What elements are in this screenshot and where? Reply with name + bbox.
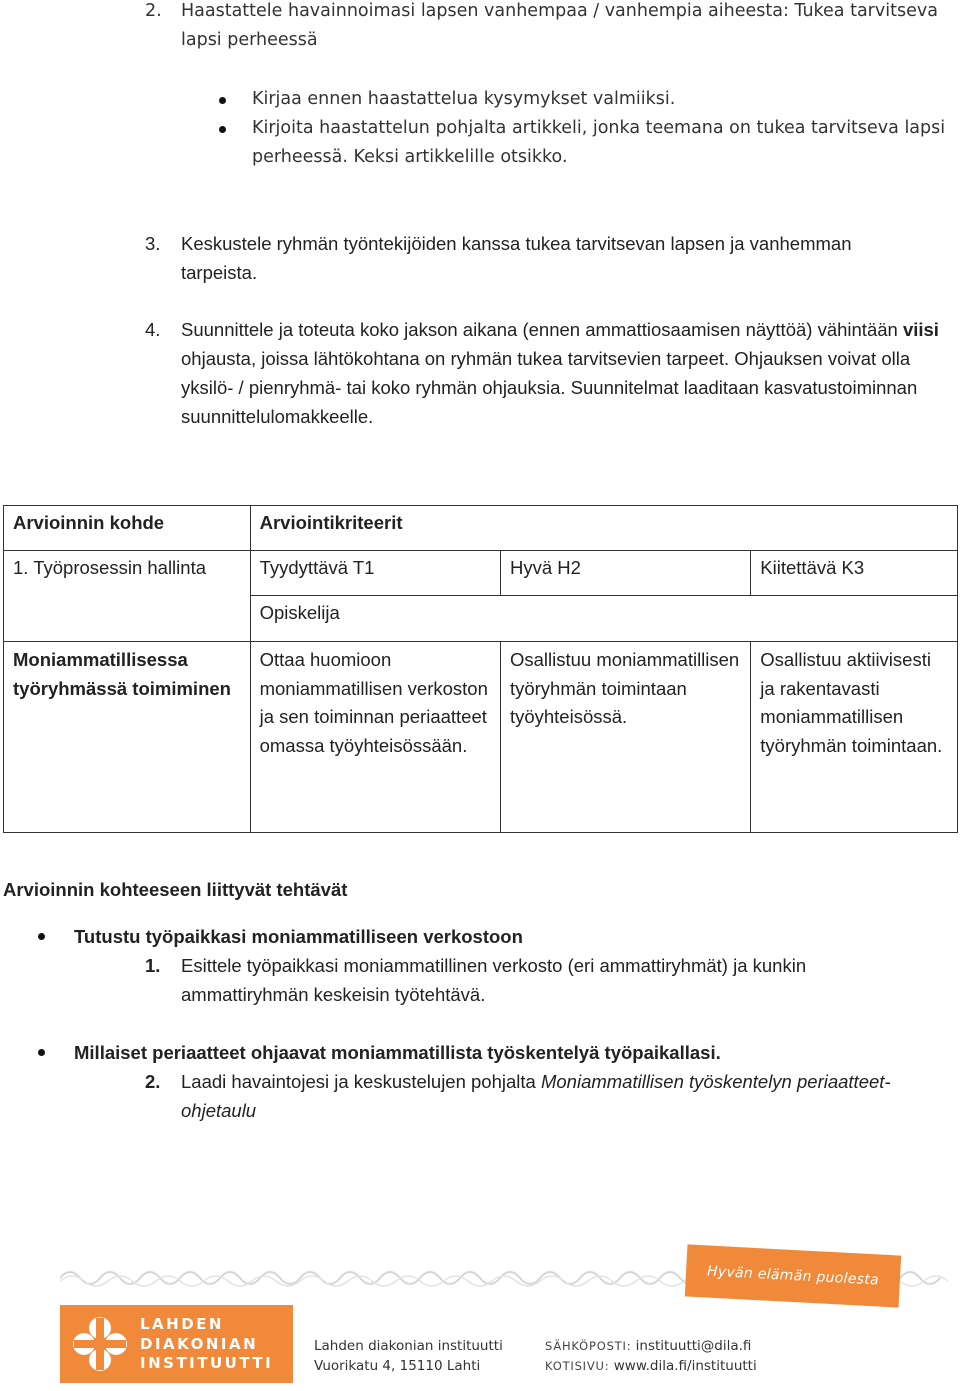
logo-line-1: LAHDEN (140, 1315, 224, 1333)
tasks-bullet-2: Millaiset periaatteet ohjaavat moniammatillista työskentelyä työpaikallasi. (74, 1042, 721, 1063)
item2-bullet-2: Kirjoita haastattelun pohjalta artikkeli, jonka teemana on tukea tarvitseva lapsi perheessä. Keksi artikkelille otsikko. (252, 118, 946, 167)
process-cell: 1. Työprosessin hallinta (4, 551, 251, 642)
criteria-k3: Osallistuu aktiivisesti ja rakentavasti moniammatillisen työryhmän toimintaan. (751, 642, 958, 833)
step2-number: 2. (145, 1071, 161, 1092)
item2-text: Haastattele havainnoimasi lapsen vanhempaa / vanhempia aiheesta: Tukea tarvitseva lapsi perheessä (181, 1, 938, 50)
email-label: SÄHKÖPOSTI: (545, 1339, 632, 1353)
logo-line-3: INSTITUUTTI (140, 1354, 274, 1372)
step1-text: Esittele työpaikkasi moniammatillinen verkosto (eri ammattiryhmät) ja kunkin ammattiryhmän keskeisin työtehtävä. (181, 955, 807, 1005)
tasks-heading: Arvioinnin kohteeseen liittyvät tehtävät (3, 879, 348, 900)
table-header-criteria: Arviointikriteerit (250, 506, 957, 551)
tasks-bullet-1: Tutustu työpaikkasi moniammatilliseen verkostoon (74, 926, 523, 947)
org-name: Lahden diakonian instituutti (314, 1338, 503, 1354)
slogan-banner: Hyvän elämän puolesta (685, 1244, 901, 1307)
logo-mark-icon (70, 1314, 130, 1374)
table-header-target: Arvioinnin kohde (4, 506, 251, 551)
web-label: KOTISIVU: (545, 1359, 610, 1373)
assessment-table (3, 505, 958, 833)
step2-text: Laadi havaintojesi ja keskustelujen pohjalta Moniammatillisen työskentelyn periaatteet-ohjetaulu (181, 1071, 891, 1121)
item4-number: 4. (145, 319, 161, 340)
grade-t1: Tyydyttävä T1 (250, 551, 500, 596)
bullet-icon (219, 97, 226, 104)
student-cell: Opiskelija (250, 596, 957, 642)
email-link[interactable]: instituutti@dila.fi (635, 1338, 752, 1354)
footer-address (314, 1336, 503, 1376)
item2-number: 2. (145, 1, 162, 21)
grade-k3: Kiitettävä K3 (751, 551, 958, 596)
item4-text: Suunnittele ja toteuta koko jakson aikana (ennen ammattiosaamisen näyttöä) vähintään viisi ohjausta, joissa lähtökohtana on ryhmän tukea tarvitsevien tarpeet. Ohjauksen voivat olla yksilö- / pienryhmä- tai koko ryhmän ohjauksia. Suunnitelmat laaditaan kasvatustoiminnan suunnittelulomakkeelle. (181, 319, 939, 427)
item4-bold: viisi (902, 319, 939, 340)
institute-logo (60, 1305, 293, 1383)
logo-line-2: DIAKONIAN (140, 1334, 259, 1353)
bullet-icon (38, 933, 45, 940)
step1-number: 1. (145, 955, 161, 976)
bullet-icon (219, 126, 226, 133)
bullet-icon (38, 1049, 45, 1056)
item3-number: 3. (145, 233, 161, 254)
footer-contact (545, 1336, 757, 1376)
item2-bullet-1: Kirjaa ennen haastattelua kysymykset valmiiksi. (252, 89, 676, 109)
web-link[interactable]: www.dila.fi/instituutti (613, 1358, 757, 1374)
criteria-h2: Osallistuu moniammatillisen työryhmän toimintaan työyhteisössä. (500, 642, 750, 833)
item3-text: Keskustele ryhmän työntekijöiden kanssa tukea tarvitsevan lapsen ja vanhemman tarpeista. (181, 233, 852, 283)
criteria-t1: Ottaa huomioon moniammatillisen verkoston ja sen toiminnan periaatteet omassa työyhteisössään. (250, 642, 500, 833)
street-address: Vuorikatu 4, 15110 Lahti (314, 1358, 481, 1374)
grade-h2: Hyvä H2 (500, 551, 750, 596)
step2-italic: Moniammatillisen työskentelyn periaatteet-ohjetaulu (181, 1071, 891, 1121)
target-cell: Moniammatillisessa työryhmässä toimiminen (4, 642, 251, 833)
